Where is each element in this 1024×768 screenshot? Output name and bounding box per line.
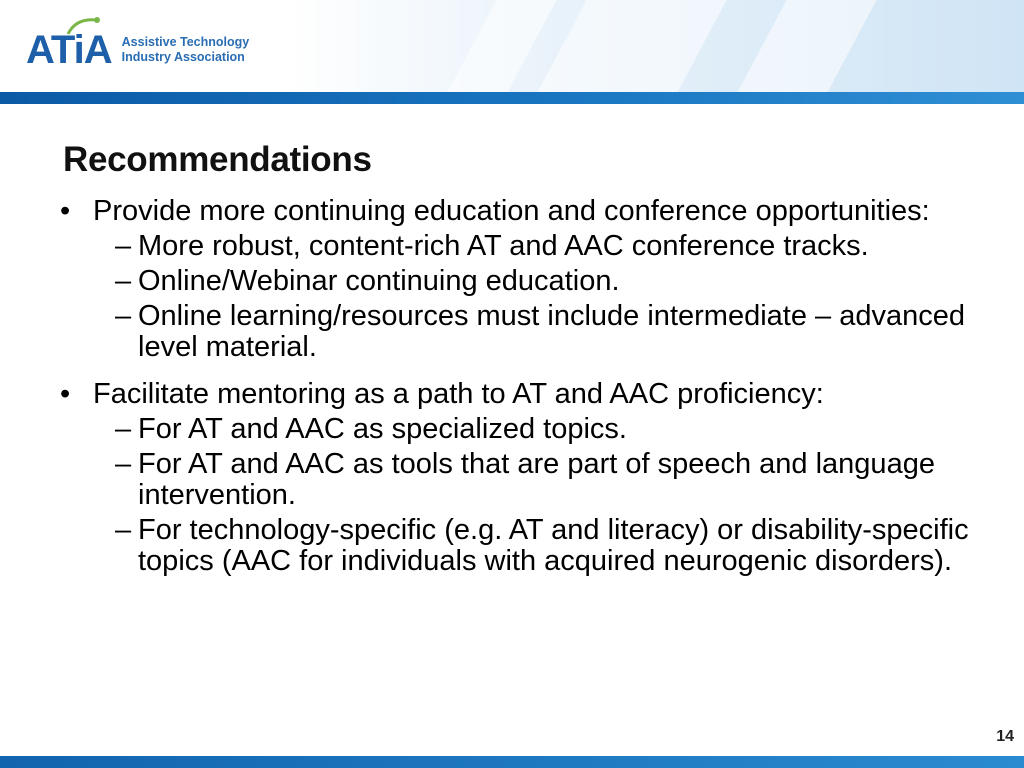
logo-swoosh-icon [66, 16, 106, 36]
sub-bullet-item [93, 231, 978, 262]
footer-bar [0, 756, 1024, 768]
sub-bullet-item [93, 515, 978, 577]
slide-body [58, 196, 978, 593]
bullet-glyph: • [60, 378, 71, 410]
sub-bullet-item [93, 266, 978, 297]
logo-mark [26, 30, 112, 70]
sub-bullet-text: For AT and AAC as tools that are part of speech and language intervention. [138, 448, 935, 511]
dash-glyph: – [115, 448, 132, 480]
sub-bullet-list [93, 231, 978, 363]
sub-bullet-text: More robust, content-rich AT and AAC conference tracks. [138, 230, 869, 262]
dash-glyph: – [115, 300, 132, 332]
dash-glyph: – [115, 413, 132, 445]
page-number: 14 [996, 728, 1014, 745]
logo-mark-text: ATiA [26, 28, 112, 72]
bullet-list [58, 196, 978, 577]
atia-logo [26, 20, 249, 80]
logo-org-name [122, 35, 250, 65]
dash-glyph: – [115, 265, 132, 297]
bullet-item [58, 196, 978, 363]
logo-org-line2: Industry Association [121, 50, 245, 64]
bullet-glyph: • [60, 195, 71, 227]
slide-title: Recommendations [63, 140, 372, 179]
dash-glyph: – [115, 230, 132, 262]
slide-header [0, 0, 1024, 92]
logo-org-line1: Assistive Technology [121, 35, 250, 49]
sub-bullet-item [93, 449, 978, 511]
sub-bullet-text: For AT and AAC as specialized topics. [138, 413, 627, 445]
sub-bullet-list [93, 414, 978, 577]
bullet-text: Provide more continuing education and conference opportunities: [93, 195, 930, 227]
header-bar [0, 92, 1024, 104]
sub-bullet-item [93, 414, 978, 445]
sub-bullet-item [93, 301, 978, 363]
sub-bullet-text: Online learning/resources must include intermediate – advanced level material. [138, 300, 965, 363]
bullet-text: Facilitate mentoring as a path to AT and AAC proficiency: [93, 378, 824, 410]
dash-glyph: – [115, 514, 132, 546]
bullet-item [58, 379, 978, 577]
sub-bullet-text: Online/Webinar continuing education. [138, 265, 620, 297]
header-decoration [712, 0, 898, 92]
sub-bullet-text: For technology-specific (e.g. AT and literacy) or disability-specific topics (AAC for individuals with acquired neurogenic disorders). [138, 514, 969, 577]
